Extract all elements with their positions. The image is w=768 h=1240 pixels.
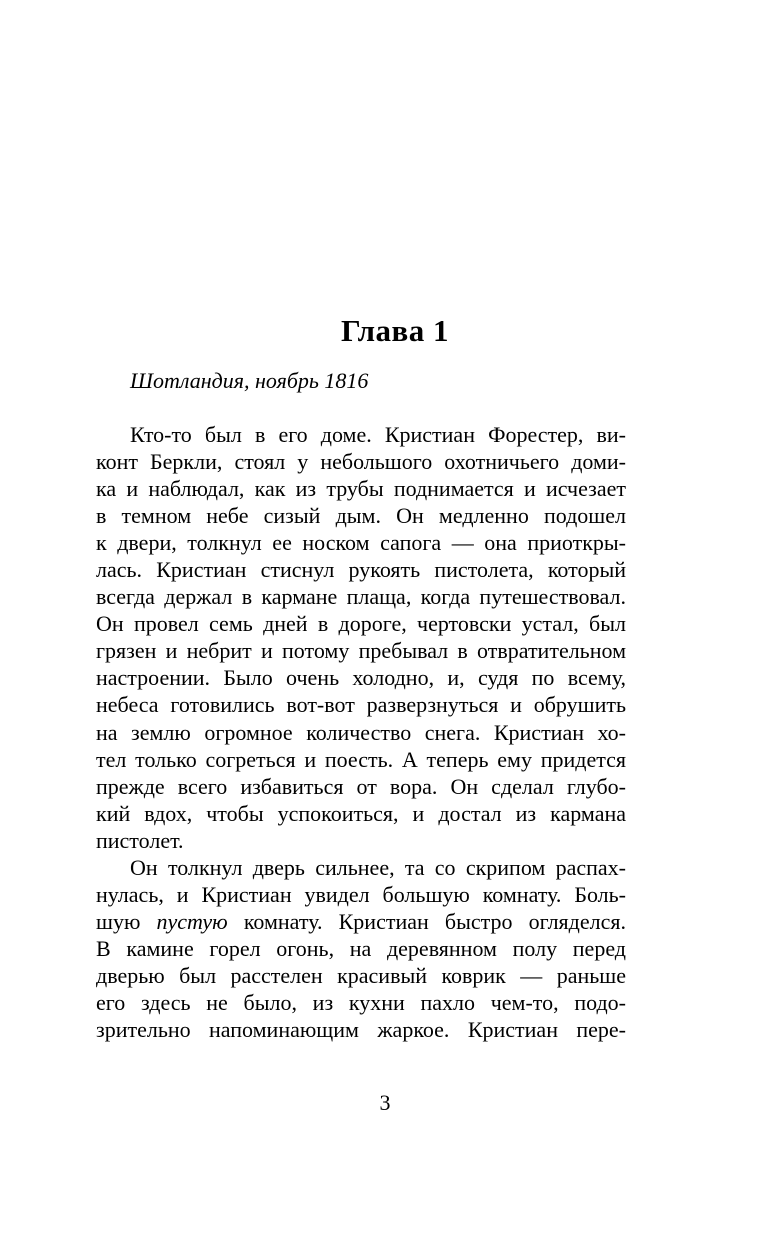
text-line: его здесь не было, из кухни пахло чем-то, подо- (96, 989, 626, 1015)
emphasized-word: пустую (156, 908, 228, 934)
text-line: В камине горел огонь, на деревянном полу перед (96, 935, 626, 961)
text-line: на землю огромное количество снега. Кристиан хо- (96, 719, 626, 745)
text-line: тел только согреться и поесть. А теперь ему придется (96, 746, 626, 772)
text-line-with-emphasis (96, 908, 626, 935)
body-text (96, 421, 626, 1043)
text-segment: шую (96, 908, 157, 934)
text-line: в темном небе сизый дым. Он медленно подошел (96, 503, 626, 529)
text-line: Кто-то был в его доме. Кристиан Форестер, ви- (130, 422, 626, 447)
text-line: настроении. Было очень холодно, и, судя по всему, (96, 665, 626, 691)
page-number: 3 (379, 1090, 391, 1115)
text-line: Он провел семь дней в дороге, чертовски устал, был (96, 611, 626, 637)
text-line: к двери, толкнул ее носком сапога — она приоткры- (96, 530, 626, 556)
text-line: всегда держал в кармане плаща, когда путешествовал. (96, 584, 626, 610)
text-line: дверью был расстелен красивый коврик — раньше (96, 962, 626, 988)
text-segment: комнату. Кристиан быстро огляделся. (227, 908, 626, 934)
text-line: ка и наблюдал, как из трубы поднимается и исчезает (96, 476, 626, 502)
text-line: Он толкнул дверь сильнее, та со скрипом распах- (130, 854, 626, 880)
text-line: небеса готовились вот-вот разверзнуться и обрушить (96, 692, 626, 718)
text-line: нулась, и Кристиан увидел большую комнату. Боль- (96, 881, 626, 907)
text-line: грязен и небрит и потому пребывал в отвратительном (96, 638, 626, 664)
text-line: конт Беркли, стоял у небольшого охотничьего доми- (96, 449, 626, 475)
text-line: кий вдох, чтобы успокоиться, и достал из кармана (96, 800, 626, 826)
text-line: прежде всего избавиться от вора. Он сделал глубо- (96, 773, 626, 799)
text-line: пистолет. (96, 827, 184, 853)
chapter-epigraph: Шотландия, ноябрь 1816 (130, 368, 369, 393)
text-line: зрительно напоминающим жаркое. Кристиан пере- (96, 1017, 626, 1043)
text-line: лась. Кристиан стиснул рукоять пистолета, который (96, 557, 626, 583)
chapter-title: Глава 1 (340, 313, 450, 348)
